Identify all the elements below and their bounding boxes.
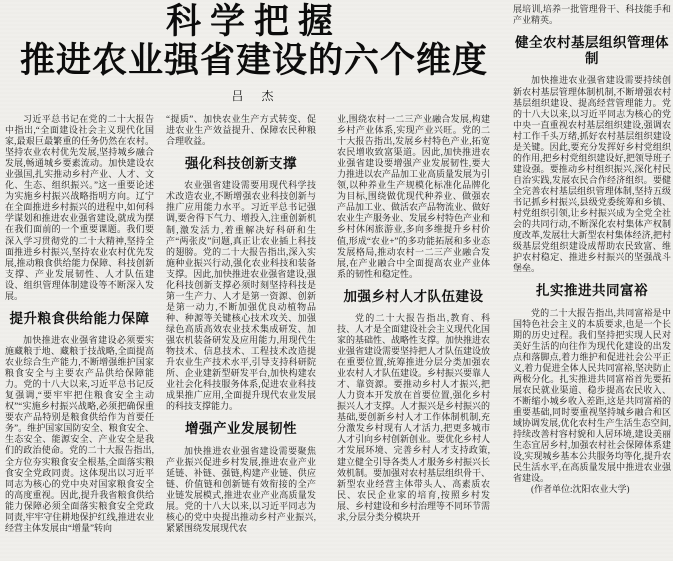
- article-title-line1: 科学把握: [165, 2, 342, 41]
- industry-resilience-paragraph: 加快推进农业强省建设需要聚焦产业振兴促进乡村发展,推进农业产业延链、补链、强链,构建产业链、供应链、价值链和创新链有效衔接的全产业链发展模式,推进农业产业高质量发展。党的十八大以来,以习近平同志为核心的党中央提出推动乡村产业振兴,紧紧围绕发展现代农: [166, 445, 316, 533]
- section-heading-sci-tech: 强化科技创新支撑: [185, 156, 297, 172]
- section-heading-talent-team: 加强乡村人才队伍建设: [343, 288, 484, 304]
- talent-team-paragraph: 党的二十大报告指出,教育、科技、人才是全面建设社会主义现代化国家的基础性、战略性支撑。加快推进农业强省建设需要坚持把人才队伍建设放在重要位置,统筹推进分层分类加强农业农村人才队伍建设。乡村振兴要靠人才、靠资源。要推动乡村人才振兴,把人力资本开发放在首要位置,强化乡村振兴人才支撑。人才振兴是乡村振兴的基础,要创新乡村人才工作体制机制,充分激发乡村现有人才活力,把更多城市人才引向乡村创新创业。要优化乡村人才发展环境、完善乡村人才支持政策,建立健全引导各类人才服务乡村振兴长效机制。要加强对农村基层组织骨干、新型农业经营主体带头人、高素质农民、农民企业家的培育,按照乡村发展、乡村建设和乡村治理等不同环节需求,分层分类分模块开: [337, 312, 490, 522]
- text-column-1: [5, 114, 154, 548]
- section-heading-common-prosperity: 扎实推进共同富裕: [536, 283, 648, 299]
- text-column-3: [337, 114, 490, 548]
- grassroots-organization-paragraph: 加快推进农业强省建设需要持续创新农村基层管理体制机制,不断增强农村基层组织建设、提高经营管理能力。党的十八大以来,以习近平同志为核心的党中央一直重视农村基层组织建设,强调农村工作千头万绪,抓好农村基层组织建设是关键。因此,要充分发挥好乡村党组织的作用,把乡村党组织建设好,把领导班子建设强。要推动乡村组织振兴,深化村民自治实践,发展农民合作经济组织。要健全完善农村基层组织管理体制,坚持五级书记抓乡村振兴,县级党委统筹和乡镇、村党组织引领,让乡村振兴成为全党全社会的共同行动,不断深化农村集体产权制度改革,发展壮大新型农村集体经济,把村级基层党组织建设成帮助农民致富、维护农村稳定、推进乡村振兴的坚强战斗堡垒。: [513, 75, 671, 274]
- section-heading-industry-resilience: 增强产业发展韧性: [185, 421, 297, 437]
- talent-team-paragraph-continuation: 展培训,培养一批管理骨干、科技能手和产业精英。: [513, 4, 671, 26]
- grain-supply-paragraph: 加快推进农业强省建设必须要实施藏粮于地、藏粮于技战略,全面提高农业综合生产能力,不断增强维护国家粮食安全与主要农产品供给保障能力。党的十八大以来,习近平总书记反复强调,“要牢牢把住粮食安全主动权”“实施乡村振兴战略,必须把确保重要农产品特别是粮食供给作为首要任务”。维护国家国防安全、粮食安全、生态安全、能源安全、产业安全是我们的政治使命。党的二十大报告指出,全方位夯实粮食安全根基,全面落实粮食安全党政同责。这体现出以习近平同志为核心的党中央对国家粮食安全的高度重视。因此,提升我省粮食供给能力保障必须全面落实粮食安全党政同责,牢牢守住耕地保护红线,推进农业经营主体发展由“增量”转向: [5, 334, 154, 533]
- text-column-2: [166, 114, 316, 548]
- intro-paragraph: 习近平总书记在党的二十大报告中指出,“全面建设社会主义现代化国家,最艰巨最繁重的任务仍然在农村。坚持农业农村优先发展,坚持城乡融合发展,畅通城乡要素流动。加快建设农业强国,扎实推动乡村产业、人才、文化、生态、组织振兴。”这一重要论述为实施乡村振兴战略指明方向。辽宁在全面推进乡村振兴的进程中,如何科学谋划和推进农业强省建设,就成为摆在我们面前的一个重要课题。我们要深入学习贯彻党的二十大精神,坚持全面推进乡村振兴,坚持农业农村优先发展,推动粮食供给能力保障、科技创新支撑、产业发展韧性、人才队伍建设、组织管理体制建设等不断深入发展。: [5, 114, 154, 301]
- grain-supply-paragraph-continuation: “提质”、加快农业生产方式转变、促进农业生产效益提升、保障农民种粮合理收益。: [166, 114, 316, 147]
- section-heading-grain-supply: 提升粮食供给能力保障: [9, 310, 150, 326]
- author-affiliation-note: (作者单位:沈阳农业大学): [531, 484, 630, 495]
- text-column-4: [513, 4, 671, 552]
- section-heading-grassroots-organization: 健全农村基层组织管理体制: [515, 35, 669, 67]
- common-prosperity-paragraph: 党的二十大报告指出,共同富裕是中国特色社会主义的本质要求,也是一个长期的历史过程。我们坚持把实现人民对美好生活的向往作为现代化建设的出发点和落脚点,着力维护和促进社会公平正义,着力促进全体人民共同富裕,坚决防止两极分化。扎实推进共同富裕首先要拓展农民就业渠道、稳步提高农民收入、不断缩小城乡收入差距,这是共同富裕的重要基础,同时要重视坚持城乡融合和区域协调发展,优化农村生产生活生态空间,持续改善村容村貌和人居环境,建设美丽生态宜居乡村,加强农村社会保障体系建设,实现城乡基本公共服务均等化,提升农民生活水平,在高质量发展中推进农业强省建设。: [513, 307, 671, 484]
- article-title-line2: 推进农业强省建设的六个维度: [19, 41, 488, 81]
- sci-tech-paragraph: 农业强省建设需要用现代科学技术改造农业,不断增强农业科技创新与推广应用能力水平。习近平总书记强调,要舍得下气力、增投入,注重创新机制,激发活力,着重解决好科研和生产“两张皮”问题,真正让农业插上科技的翅膀。党的二十大报告指出,深入实施种业振兴行动,强化农业科技和装备支撑。因此,加快推进农业强省建设,强化科技创新支撑必须时刻坚持科技是第一生产力、人才是第一资源、创新是第一动力,不断加强优良动植物品种、种源等关键核心技术攻关、加强绿色高质高效农业技术集成研发、加强农机装备研发及应用能力,用现代生物技术、信息技术、工程技术改造提升农业生产技术水平,引导支持科研院所、企业建新型研发平台,加快构建农业社会化科技服务体系,促进农业科技成果推广应用,全面提升现代农业发展的科技支撑能力。: [166, 180, 316, 412]
- industry-resilience-paragraph-continuation: 业,围绕农村一二三产业融合发展,构建乡村产业体系,实现产业兴旺。党的二十大报告指出,发展乡村特色产业,拓宽农民增收致富渠道。因此,加快推进农业强省建设要增强产业发展韧性,要大力推进以农产品加工业高质量发展为引领,以种养业生产规模化标准化品牌化为目标,围绕做优现代种养业、做强农产品加工业、做活农产品物流业、做好农业生产服务业、发展乡村特色产业和乡村休闲旅游业,多向多维提升乡村价值,形成“农业+”的多功能拓展和多业态发展格局,推动农村一二三产业融合发展,在产业融合中全面提高农业产业体系的韧性和稳定性。: [337, 114, 490, 279]
- article-masthead: [0, 2, 508, 104]
- article-byline: 吕 杰: [231, 89, 277, 104]
